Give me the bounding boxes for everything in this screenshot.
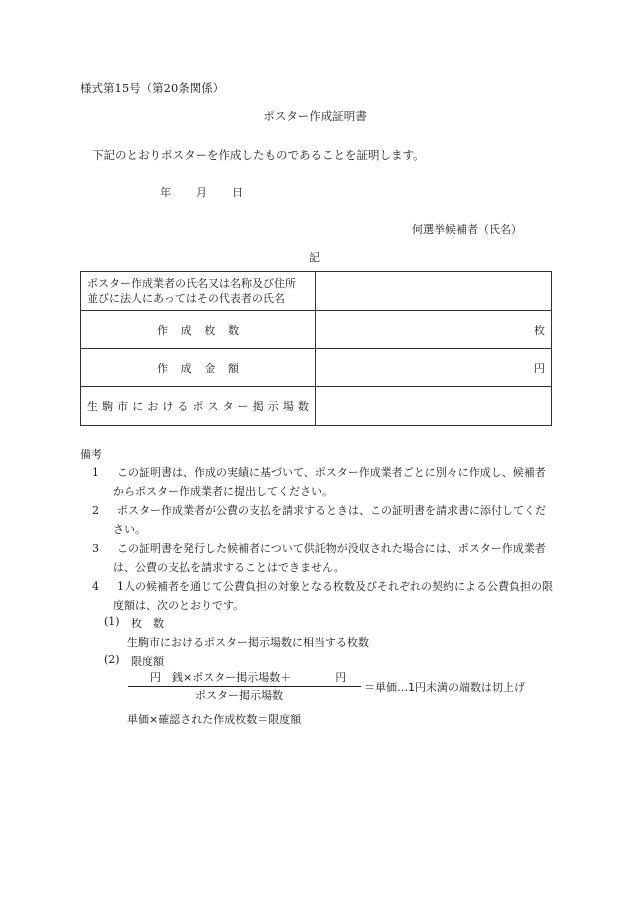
note-number: 1: [92, 466, 99, 479]
note-text: 1人の候補者を通じて公費負担の対象となる枚数及びそれぞれの契約による公費負担の限度額は、次のとおりです。: [113, 580, 553, 612]
label-char: 作: [157, 323, 168, 337]
label-char: 生: [87, 400, 98, 413]
table-row: [81, 311, 552, 349]
label-char: 場: [282, 400, 294, 413]
note-item-4: [92, 577, 554, 615]
note-number: 2: [92, 504, 99, 517]
sub1-number: (1): [104, 615, 120, 628]
note-number: 3: [92, 542, 99, 555]
sub1-text: 生駒市におけるポスター掲示場数に相当する枚数: [127, 636, 369, 649]
sub1-label: 枚 数: [131, 617, 164, 630]
document-title: ポスター作成証明書: [263, 109, 367, 123]
signatory: 何選挙候補者（氏名）: [412, 223, 522, 236]
table-value-cell[interactable]: [316, 349, 552, 387]
note-item-1: [92, 463, 554, 501]
label-char: タ: [222, 400, 234, 413]
unit-yen: 円: [534, 361, 545, 375]
table-label-cell: [81, 387, 316, 426]
table-value-cell[interactable]: [316, 387, 552, 426]
form-number: 様式第15号（第20条関係）: [80, 81, 225, 95]
label-char: 数: [227, 323, 239, 337]
label-char: 市: [117, 400, 129, 413]
label-char: 作: [157, 361, 168, 375]
label-char: に: [132, 400, 144, 413]
label-char: 掲: [252, 400, 264, 413]
note-number: 4: [92, 580, 99, 593]
row-label-amount: [87, 360, 309, 376]
label-char: ポ: [192, 400, 204, 413]
statement: 下記のとおりポスターを作成したものであることを証明します。: [92, 148, 425, 162]
formula-final: 単価×確認された作成枚数＝限度額: [127, 713, 302, 726]
label-char: る: [177, 400, 189, 413]
label-char: 成: [180, 361, 192, 375]
table-label-cell: [81, 272, 316, 311]
table-label-cell: [81, 349, 316, 387]
note-text: この証明書を発行した候補者について供託物が没収された場合には、ポスター作成業者は、公費の支払を請求することはできません。: [113, 542, 546, 574]
row-label-line1: ポスター作成業者の氏名又は名称及び住所: [87, 277, 296, 290]
table-row: [81, 349, 552, 387]
label-char: ー: [237, 400, 249, 413]
table-row: [81, 387, 552, 426]
label-char: 数: [297, 400, 309, 413]
label-char: お: [147, 400, 159, 413]
label-char: 額: [227, 361, 239, 375]
table-row: [81, 272, 552, 311]
certificate-table: [80, 271, 552, 426]
label-char: 成: [180, 323, 192, 337]
table-value-cell[interactable]: [316, 311, 552, 349]
note-item-3: [92, 539, 554, 577]
date-day: 日: [232, 186, 243, 199]
table-value-cell[interactable]: [316, 272, 552, 311]
date-year: 年: [160, 186, 171, 199]
formula-denominator: ポスター掲示場数: [195, 689, 283, 702]
formula-numerator: 円 銭×ポスター掲示場数＋ 円: [150, 671, 347, 684]
label-char: 示: [267, 400, 279, 413]
formula-result: ＝単価…1円未満の端数は切上げ: [364, 681, 525, 694]
row-label-count: [87, 322, 309, 338]
note-text: ポスター作成業者が公費の支払を請求するときは、この証明書を請求書に添付してください。: [113, 504, 546, 536]
row-label-boards: [87, 398, 309, 414]
row-label-line2: 並びに法人にあってはその代表者の氏名: [87, 292, 285, 305]
label-char: 金: [204, 361, 216, 375]
note-text: この証明書は、作成の実績に基づいて、ポスター作成業者ごとに別々に作成し、候補者からポスター作成業者に提出してください。: [113, 466, 546, 498]
notes-heading: 備考: [80, 448, 102, 461]
table-label-cell: [81, 311, 316, 349]
label-char: 枚: [204, 323, 216, 337]
sub2-label: 限度額: [131, 655, 164, 668]
label-char: ス: [207, 400, 219, 413]
ki-label: 記: [309, 251, 320, 264]
label-char: け: [162, 400, 174, 413]
label-char: 駒: [102, 400, 114, 413]
unit-sheets: 枚: [534, 323, 545, 337]
sub2-number: (2): [104, 653, 120, 666]
date-month: 月: [196, 186, 207, 199]
note-item-2: [92, 501, 554, 539]
